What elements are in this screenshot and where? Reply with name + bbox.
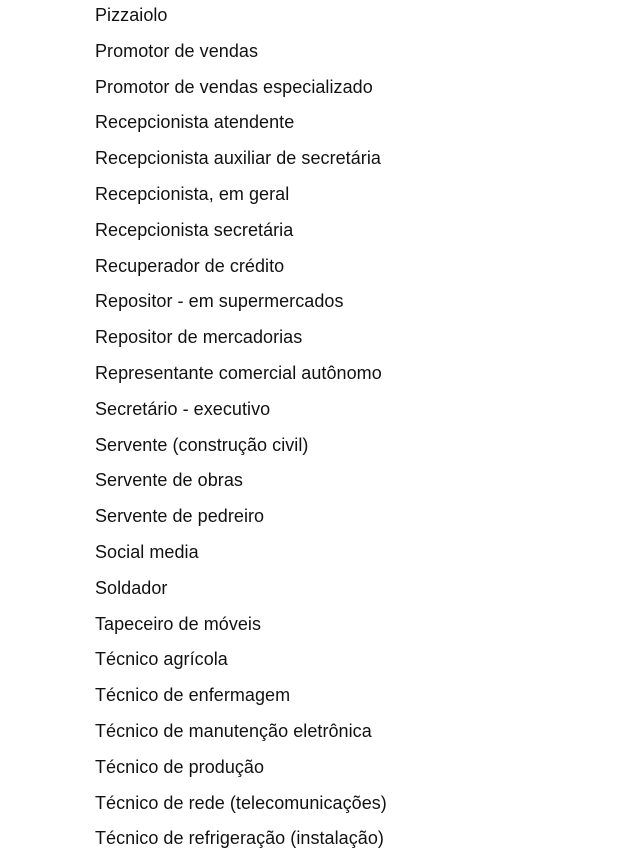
list-item[interactable]: Repositor - em supermercados bbox=[95, 291, 344, 312]
list-item[interactable]: Recepcionista secretária bbox=[95, 219, 294, 240]
list-item[interactable]: Técnico de manutenção eletrônica bbox=[95, 721, 372, 741]
list-item[interactable]: Pizzaiolo bbox=[95, 5, 168, 25]
list-item[interactable]: Soldador bbox=[95, 577, 168, 598]
list-item[interactable]: Social media bbox=[95, 542, 199, 562]
list-item[interactable]: Técnico de refrigeração (instalação) bbox=[95, 828, 384, 849]
list-item[interactable]: Recepcionista, em geral bbox=[95, 184, 290, 204]
list-item[interactable]: Promotor de vendas bbox=[95, 40, 258, 61]
list-item[interactable]: Técnico agrícola bbox=[95, 649, 228, 670]
list-item[interactable]: Recepcionista atendente bbox=[95, 112, 295, 133]
list-item[interactable]: Secretário - executivo bbox=[95, 398, 271, 419]
list-item[interactable]: Recepcionista auxiliar de secretária bbox=[95, 148, 381, 169]
list-item[interactable]: Servente (construção civil) bbox=[95, 434, 309, 455]
list-item[interactable]: Representante comercial autônomo bbox=[95, 363, 382, 383]
list-item[interactable]: Técnico de enfermagem bbox=[95, 685, 291, 706]
list-item[interactable]: Técnico de rede (telecomunicações) bbox=[95, 792, 387, 813]
list-item[interactable]: Recuperador de crédito bbox=[95, 255, 285, 276]
list-item[interactable]: Promotor de vendas especializado bbox=[95, 76, 373, 97]
list-item[interactable]: Tapeceiro de móveis bbox=[95, 613, 262, 634]
list-item[interactable]: Servente de pedreiro bbox=[95, 506, 265, 527]
list-item[interactable]: Servente de obras bbox=[95, 470, 243, 491]
list-item[interactable]: Repositor de mercadorias bbox=[95, 327, 303, 348]
list-item[interactable]: Técnico de produção bbox=[95, 756, 265, 777]
